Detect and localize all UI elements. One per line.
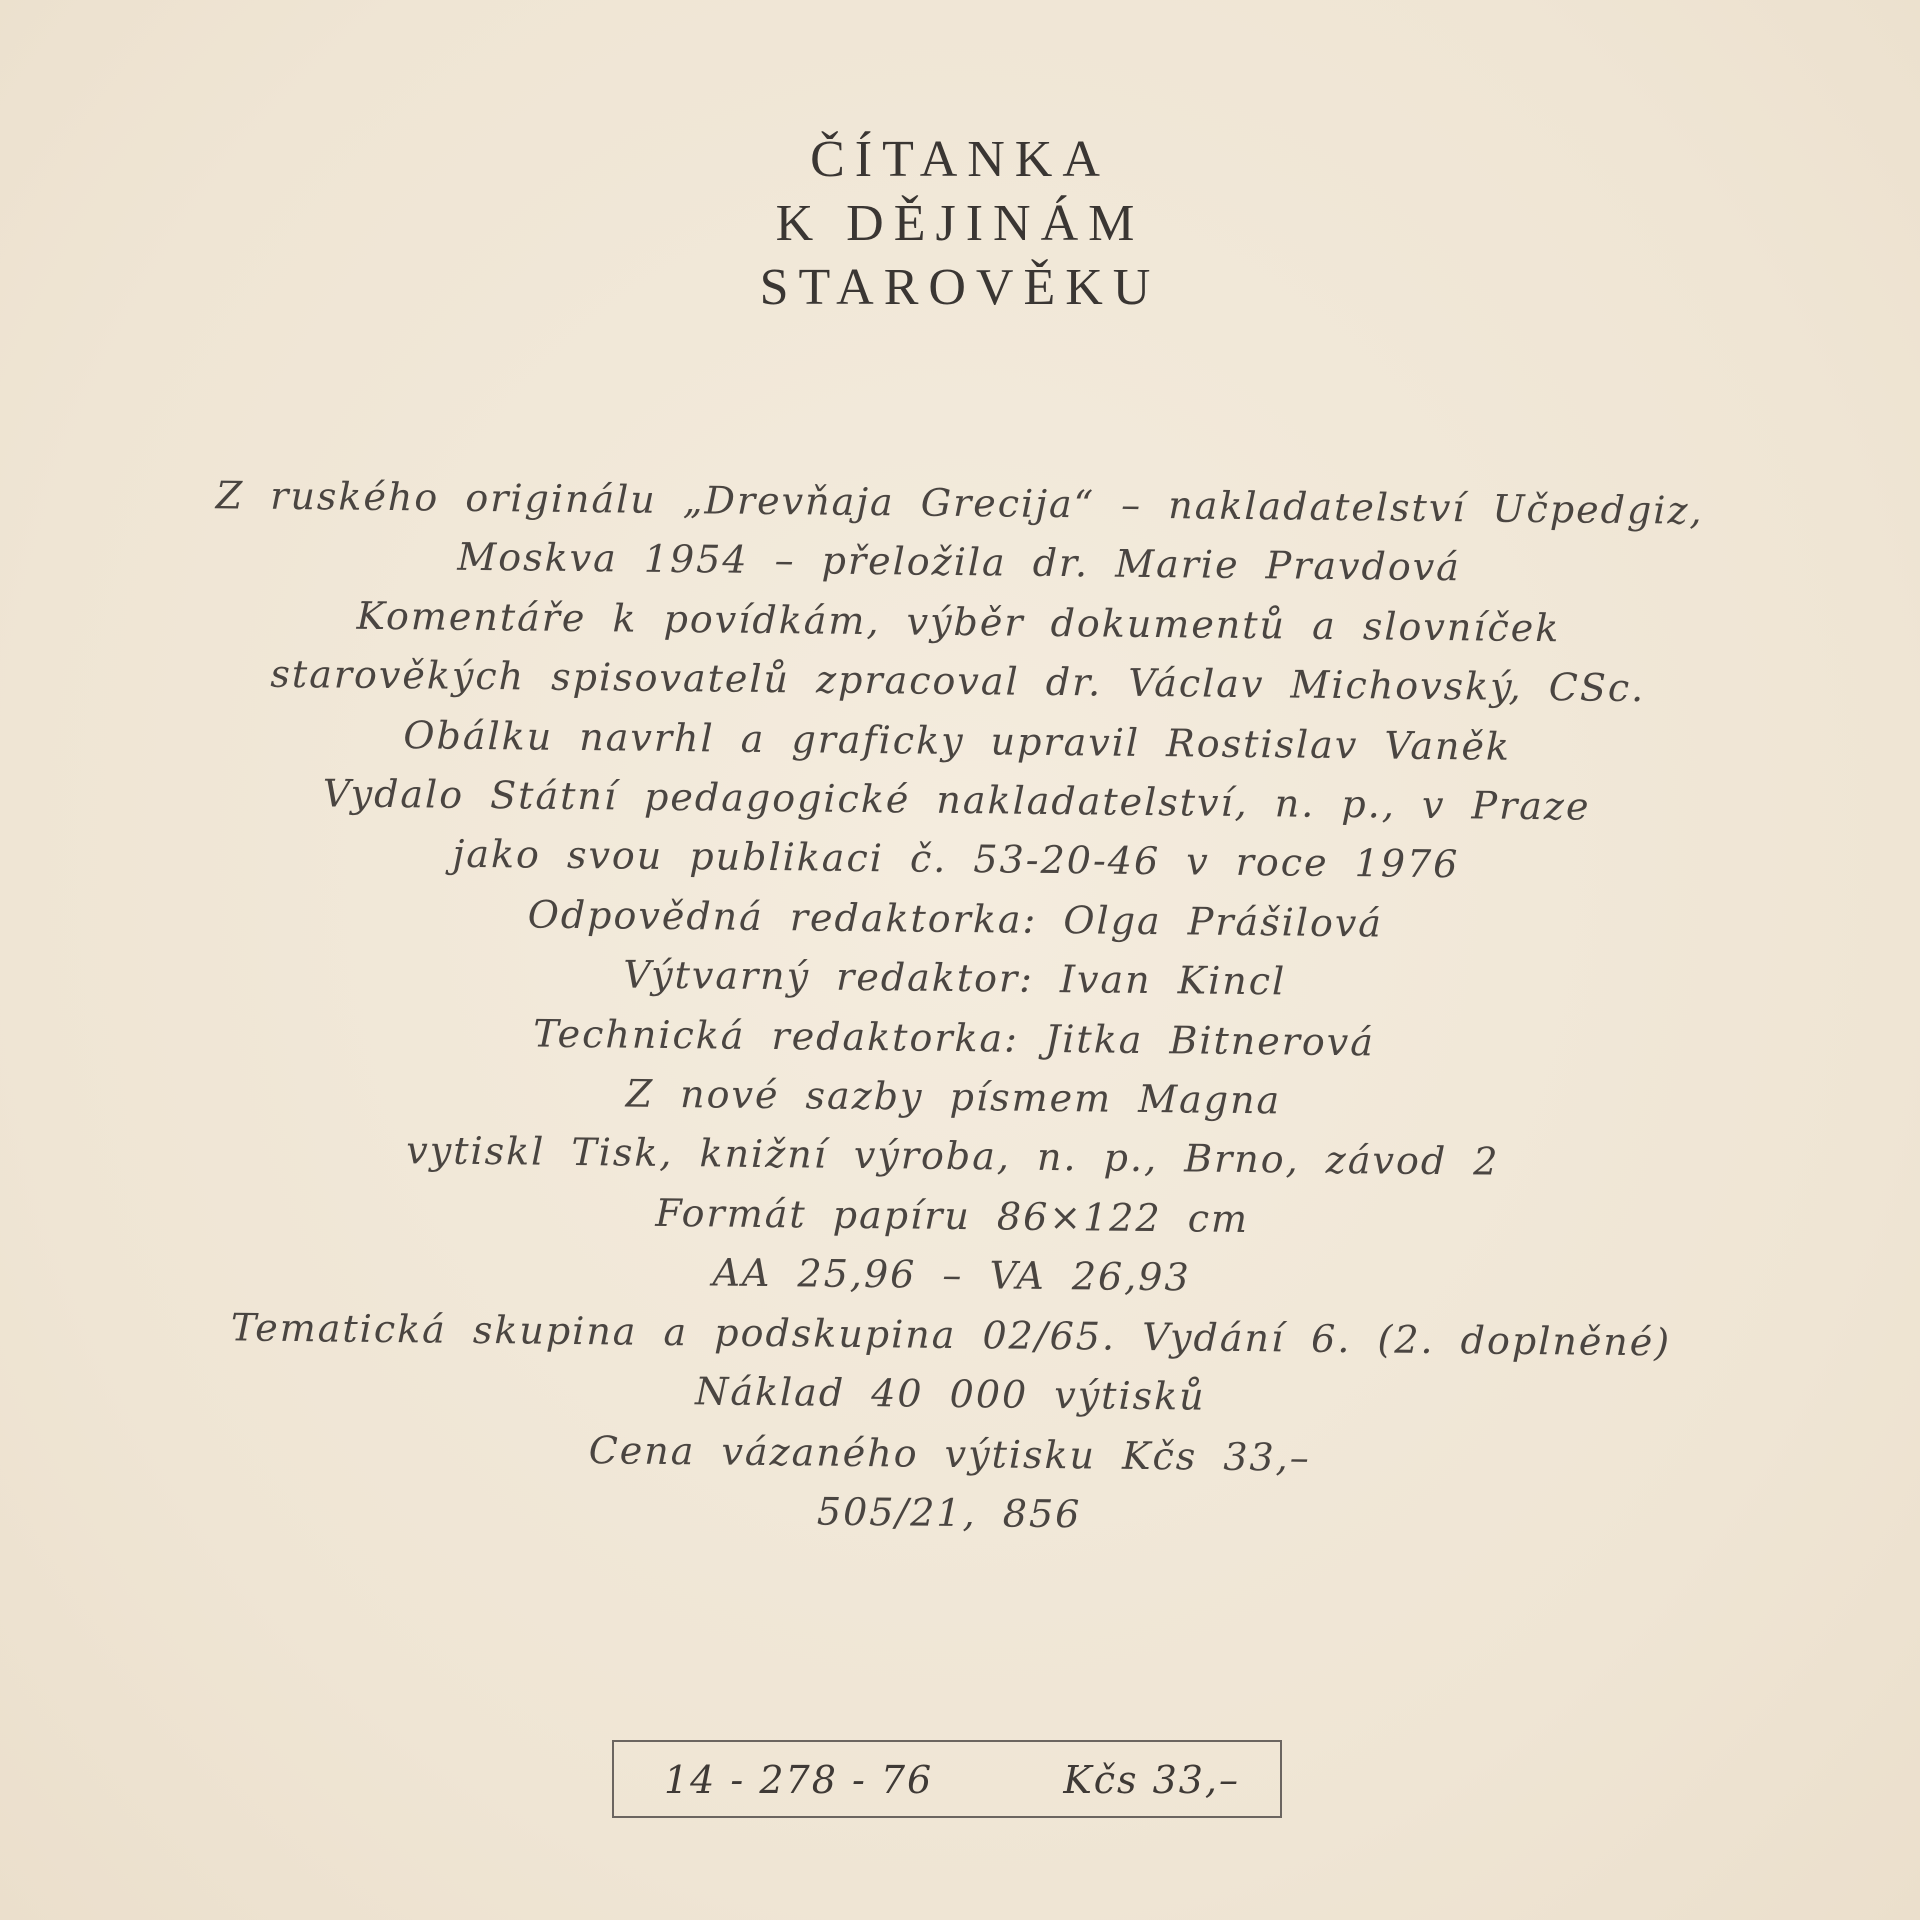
colophon-line: vytiskl Tisk, knižní výroba, n. p., Brno, závod 2	[406, 1128, 1500, 1185]
colophon-line: AA 25,96 – VA 26,93	[712, 1250, 1191, 1300]
colophon-line: jako svou publikaci č. 53-20-46 v roce 1976	[452, 832, 1460, 887]
colophon-line: 505/21, 856	[816, 1489, 1082, 1537]
colophon-line: Moskva 1954 – přeložila dr. Marie Pravdová	[457, 535, 1462, 590]
colophon-line: Tematická skupina a podskupina 02/65. Vydání 6. (2. doplněné)	[230, 1305, 1672, 1365]
colophon-line: Formát papíru 86×122 cm	[655, 1190, 1250, 1241]
colophon-line: Z nové sazby písmem Magna	[625, 1071, 1282, 1123]
colophon-line: Výtvarný redaktor: Ivan Kincl	[623, 952, 1287, 1004]
colophon-line: Náklad 40 000 výtisků	[694, 1369, 1206, 1419]
colophon-line: Obálku navrhl a graficky upravil Rostislav Vaněk	[403, 712, 1512, 769]
title-line-3: STAROVĚKU	[759, 259, 1161, 316]
price-label: Kčs 33,–	[1063, 1758, 1240, 1802]
colophon-line: Cena vázaného výtisku Kčs 33,–	[588, 1427, 1312, 1480]
colophon-line: Vydalo Státní pedagogické nakladatelství, n. p., v Praze	[322, 771, 1591, 829]
colophon-line: Z ruského originálu „Drevňaja Grecija“ – nakladatelství Učpedgiz,	[215, 473, 1704, 533]
book-title	[0, 128, 1920, 320]
colophon-line: starověkých spisovatelů zpracoval dr. Václav Michovský, CSc.	[270, 652, 1646, 711]
title-line-1: ČÍTANKA	[810, 131, 1110, 188]
price-box	[612, 1740, 1282, 1818]
colophon-line: Komentáře k povídkám, výběr dokumentů a slovníček	[356, 593, 1561, 651]
title-line-2: K DĚJINÁM	[775, 195, 1145, 252]
catalog-code: 14 - 278 - 76	[664, 1758, 934, 1802]
colophon-line: Technická redaktorka: Jitka Bitnerová	[533, 1011, 1376, 1065]
colophon-line: Odpovědná redaktorka: Olga Prášilová	[527, 892, 1384, 946]
colophon	[149, 466, 1760, 1552]
